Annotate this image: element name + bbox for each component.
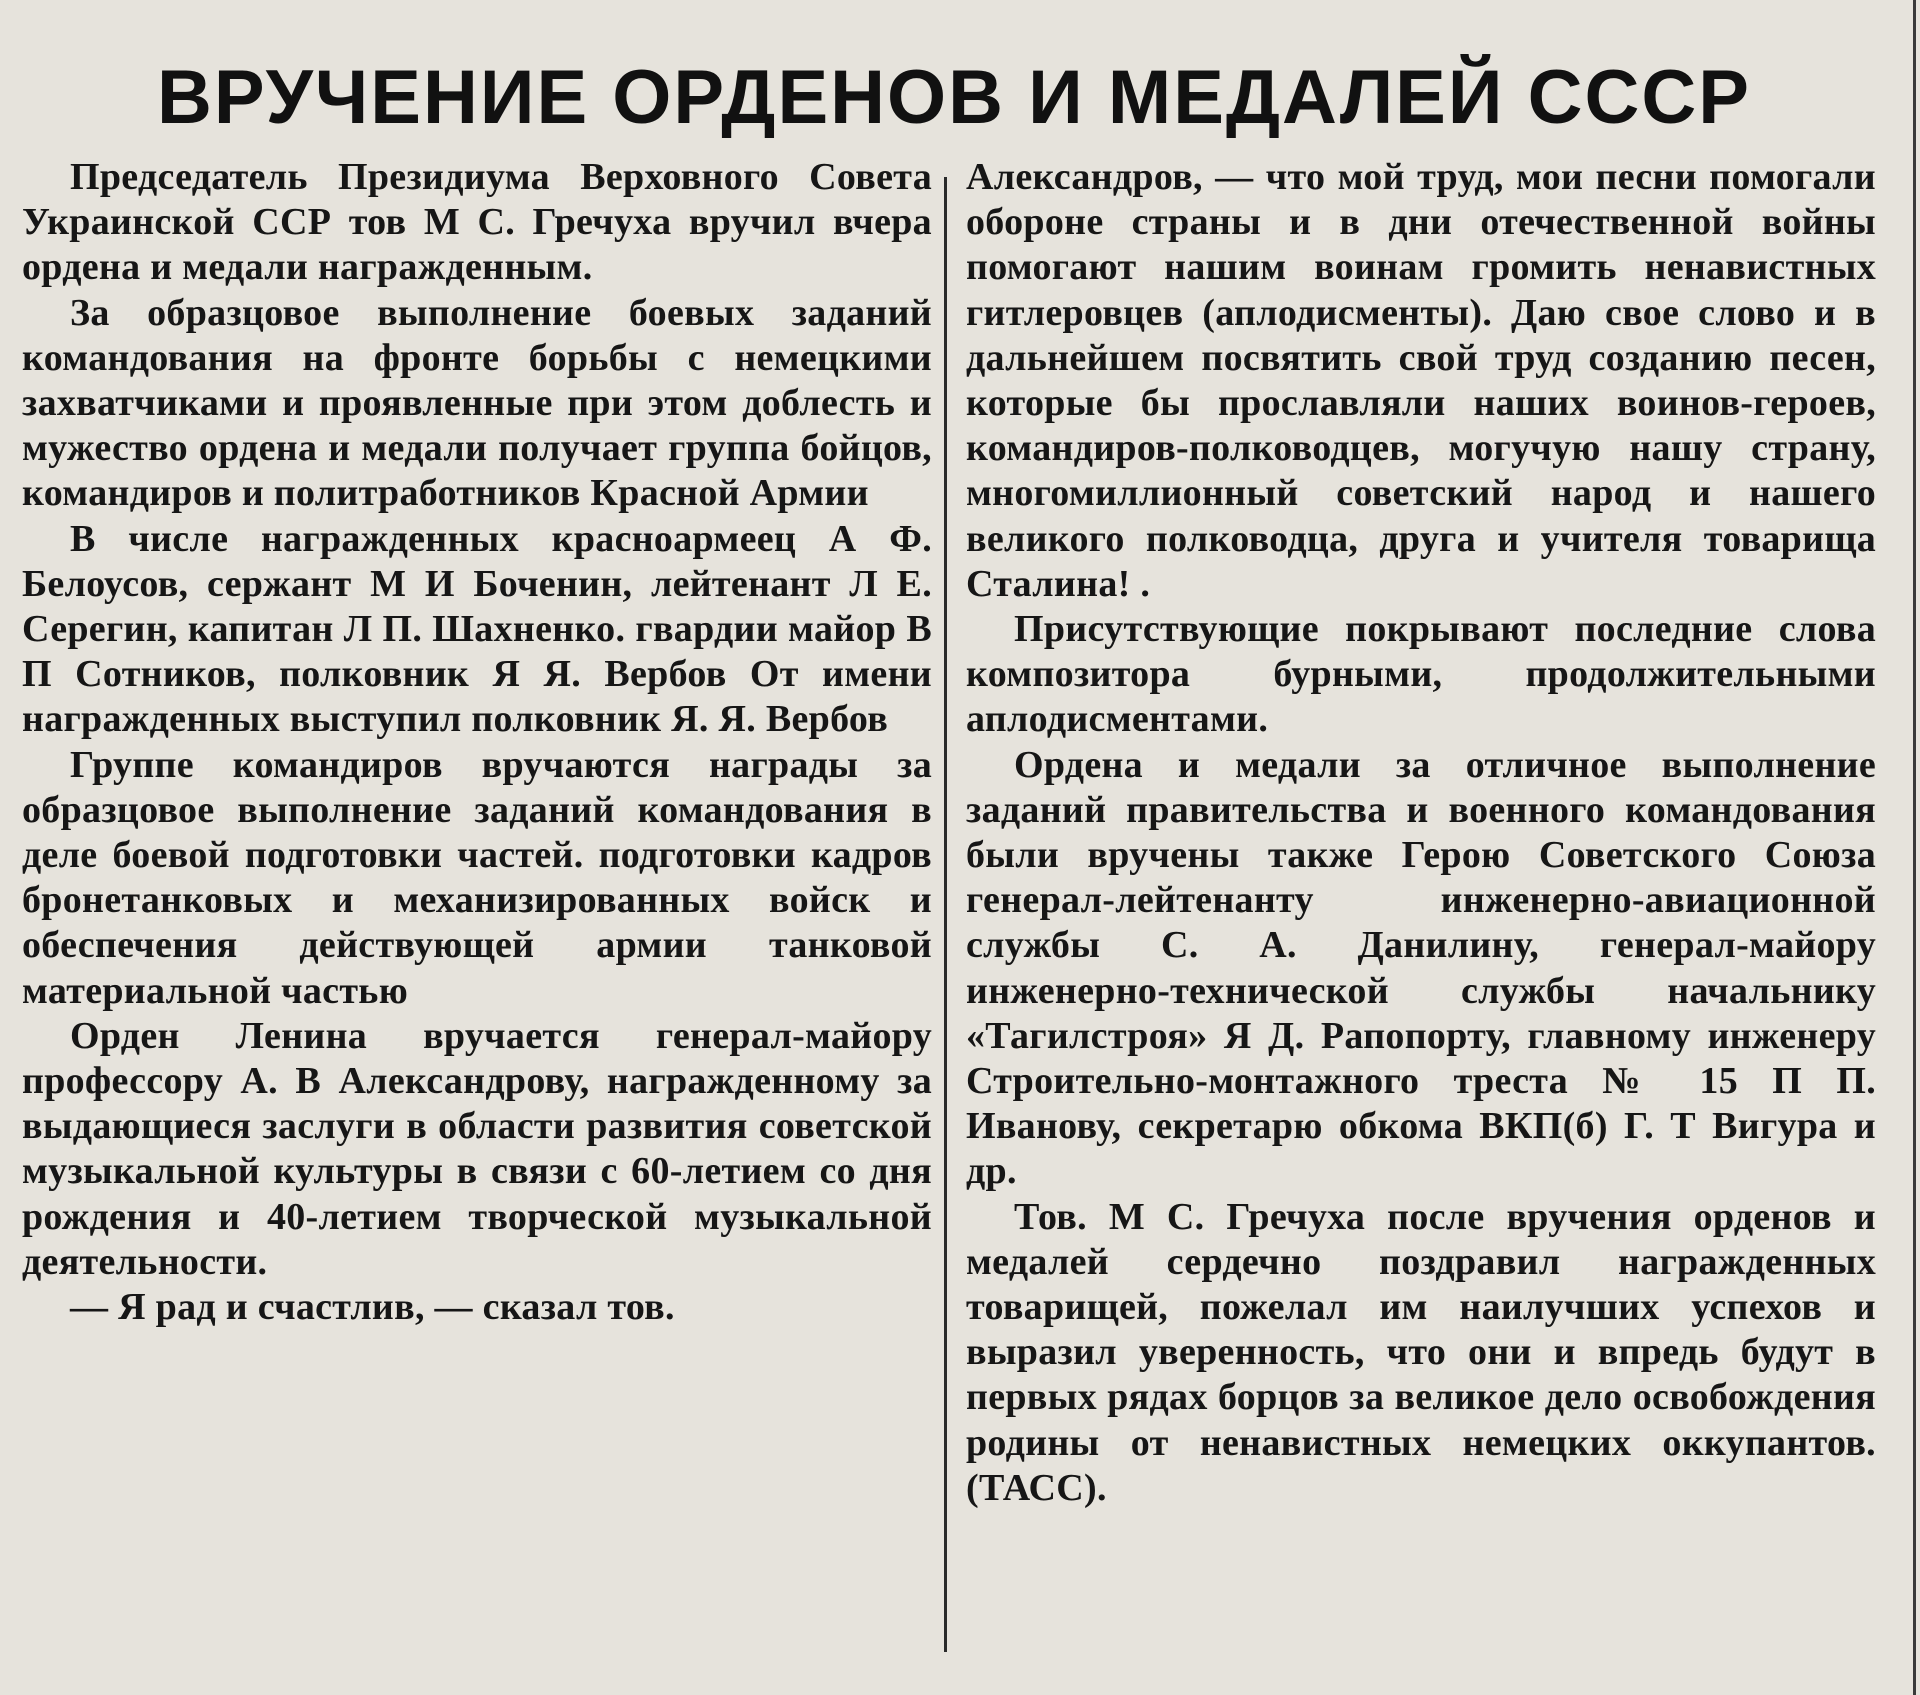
paragraph: Тов. М С. Гречуха после вручения орденов и медалей сердечно поздравил награжденных товарищей, пожелал им наилучших успехов и выразил уверенность, что они и впредь будут в первых рядах борцов за великое дело освобождения родины от ненавистных немецких оккупантов. (ТАСС).	[966, 1195, 1876, 1509]
paragraph: — Я рад и счастлив, — сказал тов.	[70, 1286, 675, 1329]
paragraph: Группе командиров вручаются награды за образцовое выполнение заданий командования в деле боевой подготовки частей. подготовки кадров бронетанковых и механизированных войск и обеспечения действующей армии танковой материальной частью	[22, 743, 932, 1012]
right-column	[966, 155, 1876, 1511]
paragraph: Ордена и медали за отличное выполнение заданий правительства и военного командования были вручены также Герою Советского Союза генерал-лейтенанту инженерно-авиационной службы С. А. Данилину, генерал-майору инженерно-технической службы начальнику «Тагилстроя» Я Д. Рапопорту, главному инженеру Строительно-монтажного треста № 15 П П. Иванову, секретарю обкома ВКП(б) Г. Т Вигура и др.	[966, 743, 1876, 1193]
paragraph: За образцовое выполнение боевых заданий командования на фронте борьбы с немецкими захватчиками и проявленные при этом доблесть и мужество ордена и медали получает группа бойцов, командиров и политработников Красной Армии	[22, 291, 932, 515]
paragraph: Александров, — что мой труд, мои песни помогали обороне страны и в дни отечественной войны помогают нашим воинам громить ненавистных гитлеровцев (аплодисменты). Даю свое слово и в дальнейшем посвятить свой труд созданию песен, которые бы прославляли наших воинов-героев, командиров-полководцев, могучую нашу страну, многомиллионный советский народ и нашего великого полководца, друга и учителя товарища Сталина! .	[966, 156, 1876, 605]
page-edge-rule	[1913, 0, 1916, 1695]
paragraph: Председатель Президиума Верховного Совета Украинской ССР тов М С. Гречуха вручил вчера ордена и медали награжденным.	[22, 156, 932, 289]
paragraph: Присутствующие покрывают последние слова композитора бурными, продолжительными аплодисментами.	[966, 608, 1876, 741]
article-headline: ВРУЧЕНИЕ ОРДЕНОВ И МЕДАЛЕЙ СССР	[157, 55, 1751, 140]
column-divider	[944, 177, 947, 1652]
paragraph: В числе награжденных красноармеец А Ф. Белоусов, сержант М И Боченин, лейтенант Л Е. Серегин, капитан Л П. Шахненко. гвардии майор В П Сотников, полковник Я Я. Вербов От имени награжденных выступил полковник Я. Я. Вербов	[22, 517, 932, 741]
paragraph: Орден Ленина вручается генерал-майору профессору А. В Александрову, награжденному за выдающиеся заслуги в области развития советской музыкальной культуры в связи с 60-летием со дня рождения и 40-летием творческой музыкальной деятельности.	[22, 1014, 932, 1283]
article-body	[22, 155, 1886, 1675]
left-column	[22, 155, 932, 1330]
